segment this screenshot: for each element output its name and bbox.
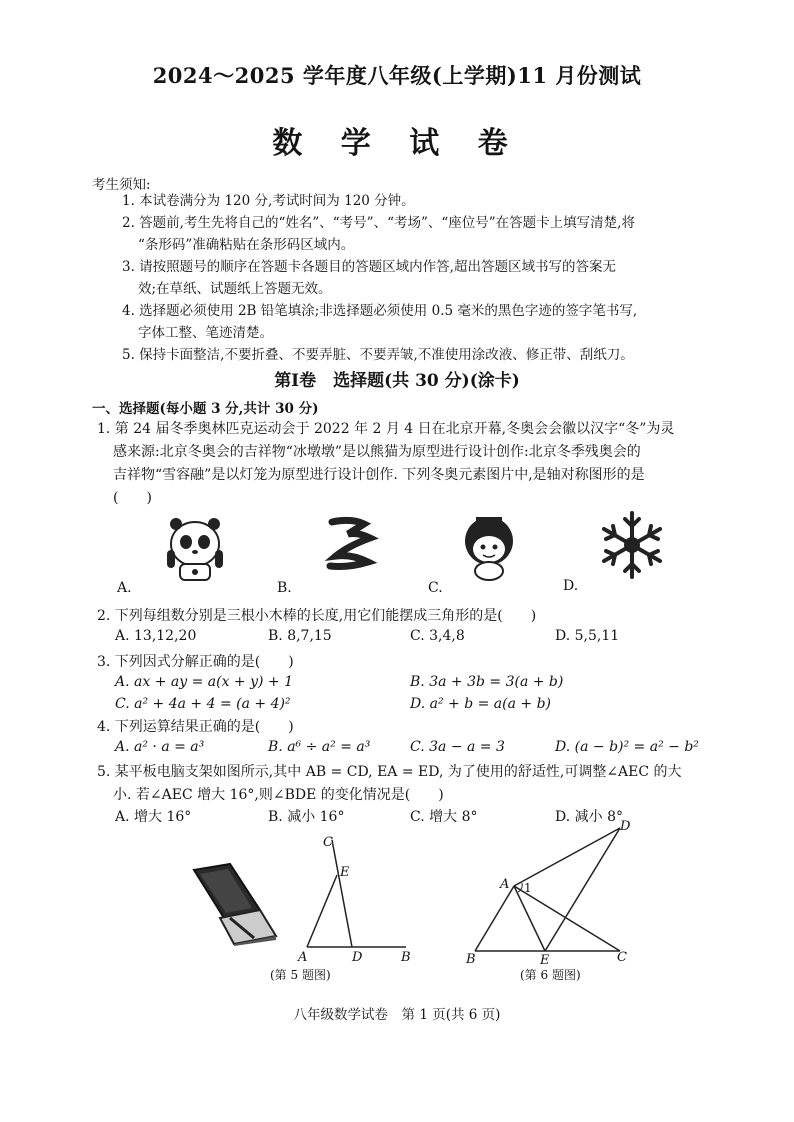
q5-option-b: B. 减小 16° (268, 809, 345, 825)
q5-option-d: D. 减小 8° (555, 809, 623, 825)
section-title: 第Ⅰ卷 选择题(共 30 分)(涂卡) (274, 371, 520, 391)
q2-stem: 2. 下列每组数分别是三根小木棒的长度,用它们能摆成三角形的是( ) (97, 608, 537, 624)
label-b: B (466, 952, 476, 964)
figure-5 (290, 828, 420, 962)
lantern-mascot-image (458, 513, 520, 583)
q1-option-c: C. (428, 580, 443, 596)
q1-option-a: A. (117, 580, 132, 596)
snowflake-image (595, 508, 669, 582)
q3-option-b: B. 3a + 3b = 3(a + b) (410, 674, 564, 690)
segment-cd (332, 840, 352, 947)
q3-option-a: A. ax + ay = a(x + y) + 1 (115, 674, 294, 690)
note-line: 字体工整、笔迹清楚。 (138, 325, 273, 341)
q1-option-d: D. (563, 578, 579, 594)
question-1 (97, 418, 717, 510)
q5-line: 小. 若∠AEC 增大 16°,则∠BDE 的变化情况是( ) (113, 787, 444, 803)
exam-title: 2024～2025 学年度八年级(上学期)11 月份测试 (152, 63, 642, 88)
q1-line: 1. 第 24 届冬季奥林匹克运动会于 2022 年 2 月 4 日在北京开幕,冬奥会会徽以汉字“冬”为灵 (97, 421, 675, 437)
panda-mascot-image (160, 512, 230, 584)
label-d: D (352, 950, 363, 962)
label-a: A (500, 877, 510, 892)
note-line: 1. 本试卷满分为 120 分,考试时间为 120 分钟。 (122, 193, 415, 209)
notes-list (122, 190, 707, 366)
part-title: 一、选择题(每小题 3 分,共计 30 分) (92, 401, 319, 417)
segment-ab (475, 886, 514, 951)
page-footer: 八年级数学试卷 第 1 页(共 6 页) (293, 1007, 501, 1023)
winter-emblem-image (318, 512, 380, 576)
note-line: 2. 答题前,考生先将自己的“姓名”、“考号”、“考场”、“座位号”在答题卡上填写清楚,将 (122, 215, 635, 231)
q2-option-d: D. 5,5,11 (555, 628, 620, 644)
q5-line: 5. 某平板电脑支架如图所示,其中 AB = CD, EA = ED, 为了使用的舒适性,可调整∠AEC 的大 (97, 764, 682, 780)
notes-heading: 考生须知: (92, 177, 151, 193)
exam-subtitle: 数 学 试 卷 (272, 126, 522, 161)
segment-ad (514, 828, 620, 886)
q2-option-c: C. 3,4,8 (410, 628, 465, 644)
label-c: C (323, 835, 333, 850)
note-line: 4. 选择题必须使用 2B 铅笔填涂;非选择题必须使用 0.5 毫米的黑色字迹的签字笔书写, (122, 303, 638, 319)
label-b: B (401, 950, 411, 962)
question-5 (97, 761, 717, 807)
q4-stem: 4. 下列运算结果正确的是( ) (97, 719, 294, 735)
label-d: D (620, 819, 631, 834)
q5-option-a: A. 增大 16° (115, 809, 192, 825)
note-line: “条形码”准确粘贴在条形码区域内。 (138, 237, 355, 253)
q4-option-b: B. a⁶ ÷ a² = a³ (268, 739, 371, 755)
q3-stem: 3. 下列因式分解正确的是( ) (97, 654, 294, 670)
note-line: 3. 请按照题号的顺序在答题卡各题目的答题区域内作答,超出答题区域书写的答案无 (122, 259, 616, 275)
figure-6 (460, 816, 640, 964)
label-e: E (340, 865, 350, 880)
label-c: C (617, 950, 627, 964)
label-e: E (540, 953, 550, 964)
note-line: 效;在草纸、试题纸上答题无效。 (138, 281, 332, 297)
q2-option-a: A. 13,12,20 (115, 628, 197, 644)
label-1: 1 (524, 881, 532, 895)
q4-option-c: C. 3a − a = 3 (410, 739, 505, 755)
note-line: 5. 保持卡面整洁,不要折叠、不要弄脏、不要弄皱,不准使用涂改液、修正带、刮纸刀。 (122, 347, 634, 363)
q4-option-a: A. a² · a = a³ (115, 739, 205, 755)
tablet-stand-image (190, 862, 282, 946)
q4-option-d: D. (a − b)² = a² − b² (555, 739, 699, 755)
label-a: A (298, 950, 308, 962)
q1-line: 感来源:北京冬奥会的吉祥物“冰墩墩”是以熊猫为原型进行设计创作:北京冬季残奥会的 (113, 444, 641, 460)
fig5-caption: (第 5 题图) (270, 968, 331, 982)
q3-option-c: C. a² + 4a + 4 = (a + 4)² (115, 696, 291, 712)
segment-ea (307, 875, 337, 947)
q1-line: 吉祥物“雪容融”是以灯笼为原型进行设计创作. 下列冬奥元素图片中,是轴对称图形的是 (113, 467, 645, 483)
q1-option-b: B. (277, 580, 292, 596)
fig6-caption: (第 6 题图) (520, 968, 581, 982)
q5-option-c: C. 增大 8° (410, 809, 478, 825)
segment-ed (545, 828, 620, 951)
q1-line: ( ) (113, 490, 152, 506)
q2-option-b: B. 8,7,15 (268, 628, 332, 644)
q3-option-d: D. a² + b = a(a + b) (410, 696, 552, 712)
